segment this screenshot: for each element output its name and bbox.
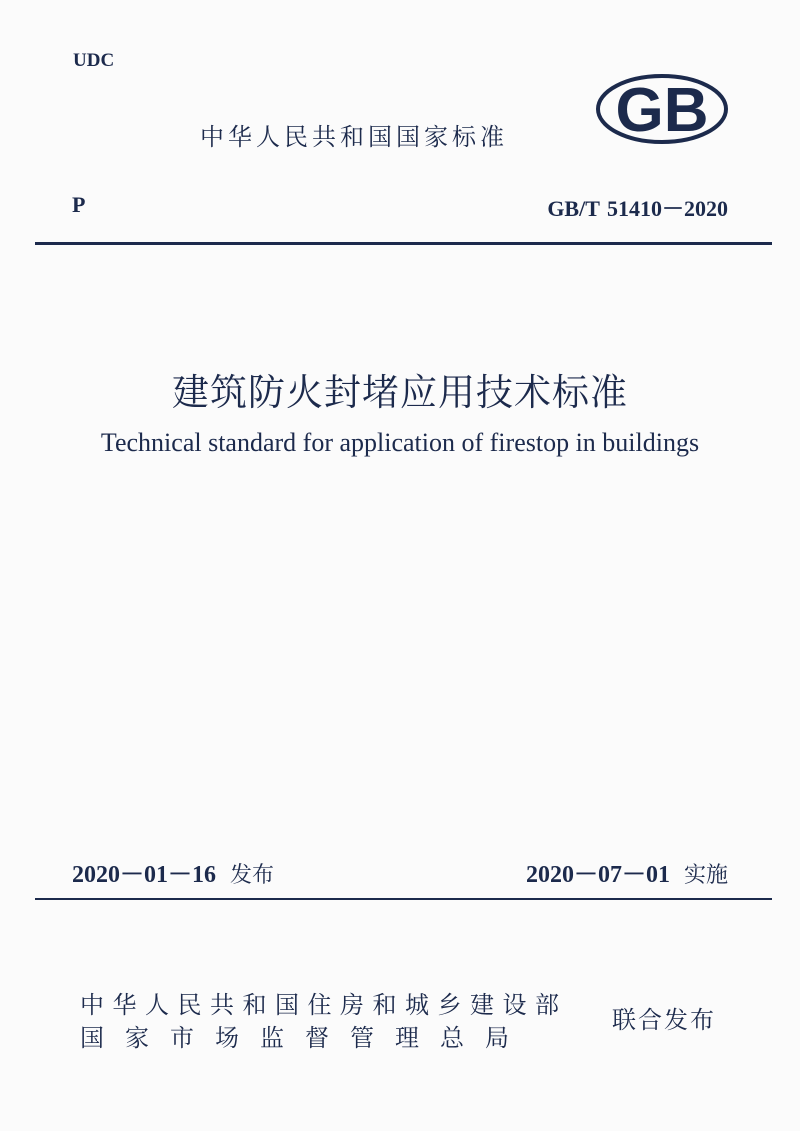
standard-number: GB/T 51410－2020	[547, 196, 728, 221]
publisher-line-1: 中华人民共和国住房和城乡建设部	[80, 991, 568, 1019]
implementation-date-block	[526, 854, 728, 889]
category-code: P	[72, 192, 86, 217]
issue-date: 2020－01－16	[72, 862, 216, 888]
issue-label: 发布	[230, 863, 275, 888]
title-chinese: 建筑防火封堵应用技术标准	[172, 371, 628, 414]
udc-label: UDC	[73, 50, 115, 71]
issue-date-block	[72, 854, 274, 889]
implementation-date: 2020－07－01	[525, 862, 670, 888]
gb-logo-text: GB	[615, 76, 709, 144]
publisher-line-2: 国家市场监督管理总局	[80, 1024, 530, 1052]
gb-logo	[596, 74, 728, 144]
issuer-title: 中华人民共和国国家标准	[200, 123, 508, 151]
top-divider	[35, 242, 772, 245]
joint-release-label: 联合发布	[612, 1006, 716, 1034]
bottom-divider	[35, 898, 772, 900]
title-english: Technical standard for application of firestop in buildings	[100, 428, 700, 457]
implementation-label: 实施	[683, 863, 728, 888]
